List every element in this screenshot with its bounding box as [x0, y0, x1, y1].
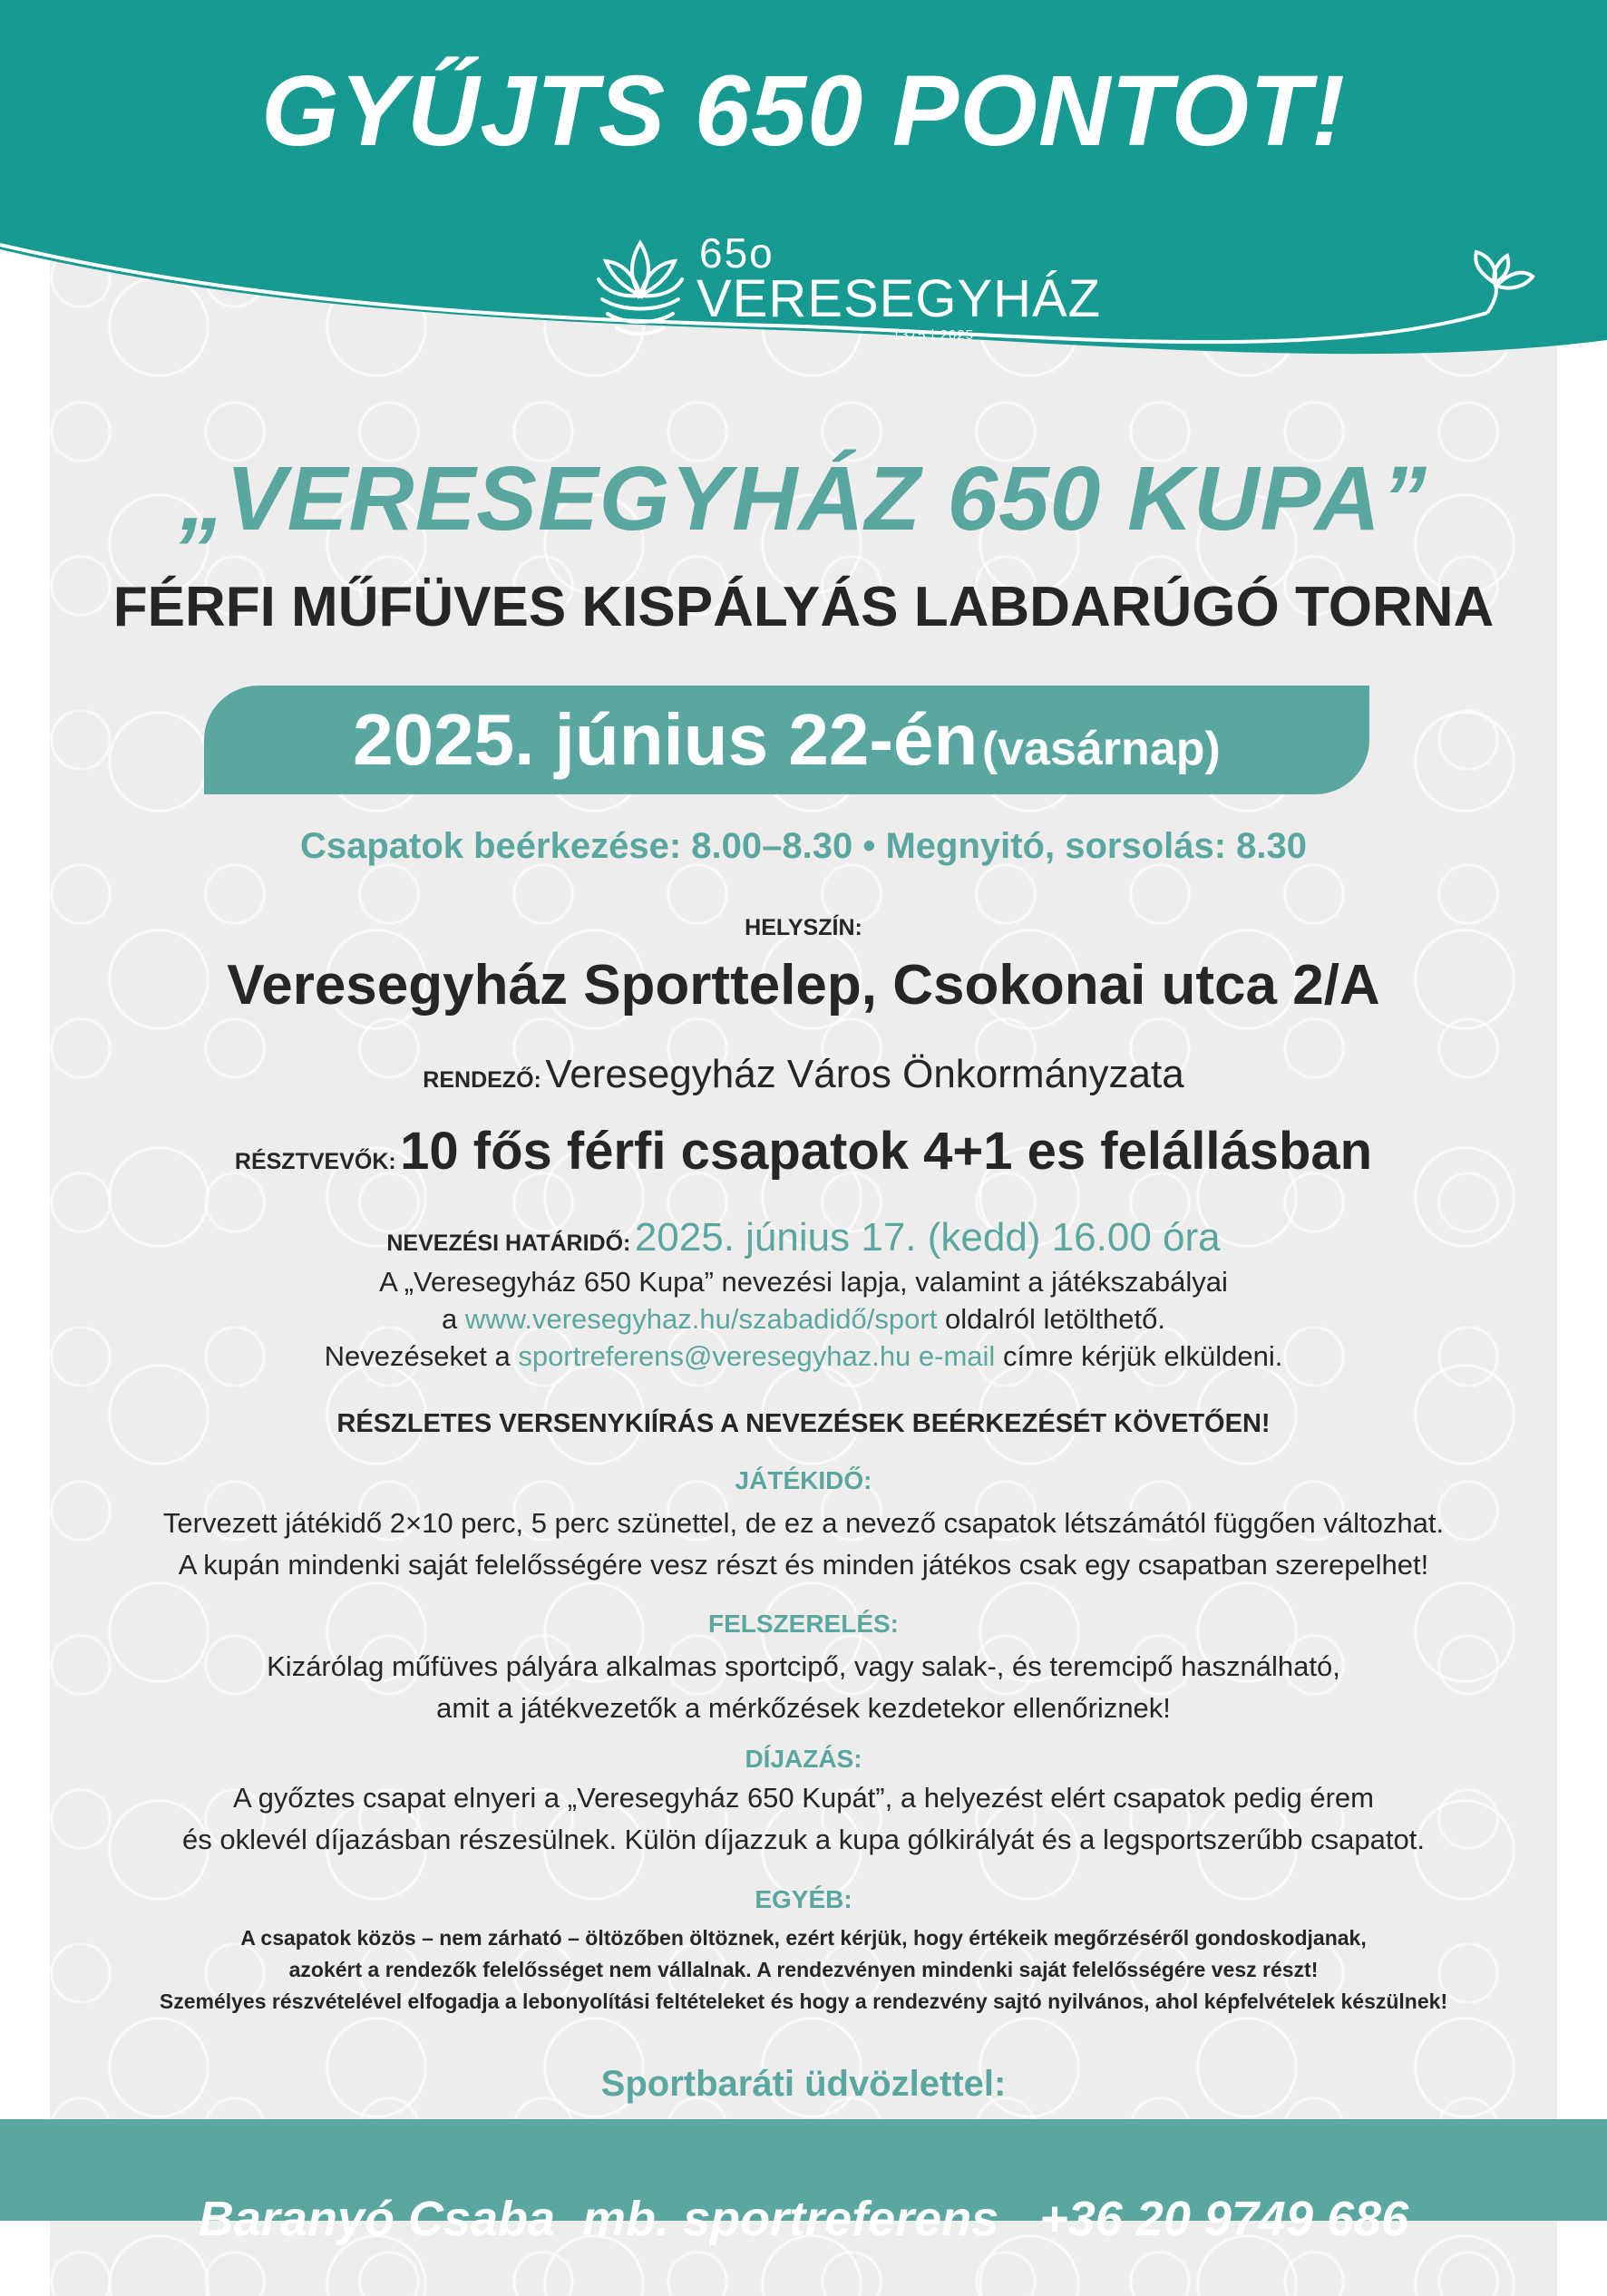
jatekido-line-2: A kupán mindenki saját felelősségére vesz részt és minden játékos csak egy csapatban szerepelhet!	[178, 1549, 1429, 1581]
felszereles-line-2: amit a játékvezetők a mérkőzések kezdetekor ellenőriznek!	[436, 1692, 1171, 1724]
website-link[interactable]: www.veresegyhaz.hu/szabadidő/sport	[464, 1303, 938, 1335]
egyeb-line-3: Személyes részvételével elfogadja a lebonyolítási feltételeket és hogy a rendezvény sajtó nyilvános, ahol képfelvételek készülnek!	[159, 1990, 1448, 2013]
participants-line	[0, 1115, 1607, 1202]
section-heading-felszereles: FELSZERELÉS:	[707, 1610, 899, 1638]
event-weekday: (vasárnap)	[981, 723, 1221, 775]
jatekido-line-1: Tervezett játékidő 2×10 perc, 5 perc szünettel, de ez a nevező csapatok létszámától függően változhat.	[162, 1507, 1445, 1539]
cup-title: „VERESEGYHÁZ 650 KUPA”	[179, 448, 1428, 550]
logo-years: 1375 | 2025	[892, 327, 974, 343]
veresegyhaz-logo	[595, 225, 1102, 347]
email-link[interactable]: sportreferens@veresegyhaz.hu e-mail	[518, 1340, 996, 1372]
section-heading-egyeb: EGYÉB:	[755, 1885, 852, 1913]
organizer-label: RENDEZŐ:	[423, 1067, 541, 1093]
felszereles-line-1: Kizárólag műfüves pályára alkalmas sportcipő, vagy salak-, és teremcipő használható,	[267, 1650, 1340, 1682]
email-info-post: címre kérjük elküldeni.	[1002, 1340, 1283, 1372]
section-heading-jatekido: JÁTÉKIDŐ:	[735, 1466, 872, 1494]
dijazas-line-1: A győztes csapat elnyeri a „Veresegyház 650 Kupát”, a helyezést elért csapatok pedig érem	[233, 1782, 1374, 1814]
entry-form-info: A „Veresegyház 650 Kupa” nevezési lapja, valamint a játékszabályai	[379, 1266, 1228, 1298]
download-info	[0, 1300, 1607, 1338]
venue-address: Veresegyház Sporttelep, Csokonai utca 2/A	[227, 954, 1380, 1017]
deadline-value: 2025. június 17. (kedd) 16.00 óra	[634, 1215, 1221, 1260]
egyeb-line-1: A csapatok közös – nem zárható – öltözőben öltöznek, ezért kérjük, hogy értékeik megőrzéséről gondoskodjanak,	[240, 1926, 1367, 1950]
email-info-pre: Nevezéseket a	[324, 1340, 511, 1372]
organizer-value: Veresegyház Város Önkormányzata	[545, 1052, 1184, 1096]
download-info-post: oldalról letölthető.	[944, 1303, 1165, 1335]
logo-town-name: VERESEGYHÁZ	[696, 269, 1102, 328]
participants-label: RÉSZTVEVŐK:	[234, 1149, 396, 1174]
dijazas-line-2: és oklevél díjazásban részesülnek. Külön díjazzuk a kupa gólkirályát és a legsportszerűbb csapatot.	[182, 1824, 1425, 1855]
venue-label: HELYSZÍN:	[745, 915, 862, 940]
download-info-pre: a	[442, 1303, 458, 1335]
date-banner	[204, 686, 1369, 794]
schedule: Csapatok beérkezése: 8.00–8.30 • Megnyitó, sorsolás: 8.30	[299, 826, 1308, 866]
organizer-line	[0, 1045, 1607, 1114]
event-subtitle: FÉRFI MŰFÜVES KISPÁLYÁS LABDARÚGÓ TORNA	[112, 576, 1495, 638]
section-heading-dijazas: DÍJAZÁS:	[745, 1745, 862, 1773]
lotus-flower-icon	[595, 225, 686, 347]
email-info	[0, 1338, 1607, 1375]
footer-contact: Baranyó Csaba mb. sportreferens +36 20 9749 686	[198, 2192, 1409, 2246]
egyeb-line-2: azokért a rendezők felelősséget nem vállalnak. A rendezvényen mindenki saját felelősségére vesz részt!	[288, 1958, 1319, 1981]
participants-value: 10 fős férfi csapatok 4+1 es felállásban	[400, 1122, 1373, 1181]
logo-number: 65o	[699, 229, 774, 277]
event-date: 2025. június 22-én	[353, 699, 979, 780]
headline: GYŰJTS 650 PONTOT!	[261, 55, 1346, 167]
greeting: Sportbaráti üdvözlettel:	[600, 2064, 1007, 2104]
deadline-label: NEVEZÉSI HATÁRIDŐ:	[386, 1231, 631, 1256]
details-notice: RÉSZLETES VERSENYKIÍRÁS A NEVEZÉSEK BEÉRKEZÉSÉT KÖVETŐEN!	[336, 1409, 1271, 1438]
